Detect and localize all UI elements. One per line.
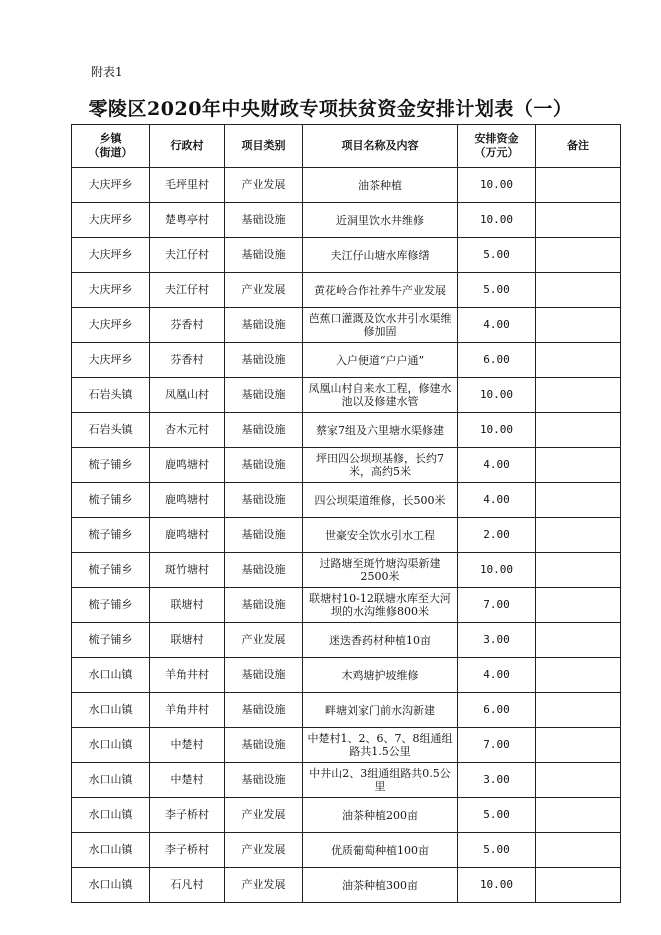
- cell-amount: 4.00: [458, 658, 536, 693]
- cell-remarks: [536, 203, 621, 238]
- cell-remarks: [536, 448, 621, 483]
- header-amount: [458, 125, 536, 168]
- cell-content: 坪田四公坝坝基修，长约7米，高约5米: [303, 448, 458, 483]
- cell-category: 产业发展: [225, 868, 303, 903]
- cell-category: 基础设施: [225, 203, 303, 238]
- cell-category: 基础设施: [225, 343, 303, 378]
- cell-content: 油茶种植200亩: [303, 798, 458, 833]
- cell-village: 鹿鸣塘村: [150, 448, 225, 483]
- cell-amount: 5.00: [458, 238, 536, 273]
- header-amount-line1: 安排资金: [474, 132, 519, 145]
- annex-label: 附表1: [91, 65, 123, 79]
- cell-category: 产业发展: [225, 273, 303, 308]
- cell-content: 油茶种植300亩: [303, 868, 458, 903]
- cell-content: 中井山2、3组通组路共0.5公里: [303, 763, 458, 798]
- cell-township: 大庆坪乡: [72, 273, 150, 308]
- cell-township: 梳子铺乡: [72, 623, 150, 658]
- cell-village: 毛坪里村: [150, 168, 225, 203]
- cell-township: 梳子铺乡: [72, 518, 150, 553]
- cell-amount: 3.00: [458, 763, 536, 798]
- cell-remarks: [536, 588, 621, 623]
- cell-village: 凤凰山村: [150, 378, 225, 413]
- cell-village: 中楚村: [150, 728, 225, 763]
- cell-content: 优质葡萄种植100亩: [303, 833, 458, 868]
- cell-amount: 4.00: [458, 483, 536, 518]
- table-row: [72, 693, 621, 728]
- cell-content: 中楚村1、2、6、7、8组通组路共1.5公里: [303, 728, 458, 763]
- table-row: [72, 448, 621, 483]
- cell-content: 四公坝渠道维修，长500米: [303, 483, 458, 518]
- cell-remarks: [536, 308, 621, 343]
- cell-village: 李子桥村: [150, 798, 225, 833]
- cell-village: 杏木元村: [150, 413, 225, 448]
- cell-content: 过路塘至斑竹塘沟渠新建2500米: [303, 553, 458, 588]
- cell-remarks: [536, 868, 621, 903]
- cell-amount: 7.00: [458, 588, 536, 623]
- cell-amount: 7.00: [458, 728, 536, 763]
- cell-village: 羊角井村: [150, 658, 225, 693]
- table-row: [72, 518, 621, 553]
- cell-village: 石凡村: [150, 868, 225, 903]
- cell-village: 鹿鸣塘村: [150, 483, 225, 518]
- cell-content: 蔡家7组及六里塘水渠修建: [303, 413, 458, 448]
- page-title: 零陵区2020年中央财政专项扶贫资金安排计划表（一）: [88, 98, 573, 120]
- cell-township: 大庆坪乡: [72, 168, 150, 203]
- cell-village: 羊角井村: [150, 693, 225, 728]
- cell-township: 水口山镇: [72, 798, 150, 833]
- cell-content: 夫江仔山塘水库修缮: [303, 238, 458, 273]
- table-row: [72, 728, 621, 763]
- cell-remarks: [536, 623, 621, 658]
- header-row: [72, 125, 621, 168]
- header-content: 项目名称及内容: [303, 125, 458, 168]
- cell-remarks: [536, 763, 621, 798]
- cell-remarks: [536, 518, 621, 553]
- cell-remarks: [536, 413, 621, 448]
- cell-remarks: [536, 238, 621, 273]
- cell-township: 大庆坪乡: [72, 308, 150, 343]
- cell-township: 大庆坪乡: [72, 238, 150, 273]
- table-row: [72, 273, 621, 308]
- table-row: [72, 868, 621, 903]
- cell-category: 产业发展: [225, 833, 303, 868]
- header-township-line1: 乡镇: [99, 132, 122, 145]
- cell-village: 夫江仔村: [150, 273, 225, 308]
- cell-village: 芬香村: [150, 343, 225, 378]
- header-amount-line2: （万元）: [474, 146, 519, 159]
- cell-remarks: [536, 343, 621, 378]
- table-row: [72, 413, 621, 448]
- table-row: [72, 378, 621, 413]
- cell-category: 基础设施: [225, 448, 303, 483]
- table-row: [72, 308, 621, 343]
- table-row: [72, 623, 621, 658]
- cell-content: 油茶种植: [303, 168, 458, 203]
- cell-category: 基础设施: [225, 238, 303, 273]
- cell-content: 畔塘刘家门前水沟新建: [303, 693, 458, 728]
- cell-content: 黄花岭合作社养牛产业发展: [303, 273, 458, 308]
- cell-township: 大庆坪乡: [72, 343, 150, 378]
- table-row: [72, 763, 621, 798]
- cell-amount: 10.00: [458, 868, 536, 903]
- cell-remarks: [536, 483, 621, 518]
- cell-township: 大庆坪乡: [72, 203, 150, 238]
- cell-village: 夫江仔村: [150, 238, 225, 273]
- header-village: 行政村: [150, 125, 225, 168]
- cell-township: 梳子铺乡: [72, 448, 150, 483]
- table-row: [72, 168, 621, 203]
- table-row: [72, 238, 621, 273]
- cell-township: 梳子铺乡: [72, 483, 150, 518]
- cell-amount: 5.00: [458, 833, 536, 868]
- table-row: [72, 798, 621, 833]
- header-remarks: 备注: [536, 125, 621, 168]
- cell-township: 水口山镇: [72, 868, 150, 903]
- cell-township: 水口山镇: [72, 693, 150, 728]
- cell-village: 鹿鸣塘村: [150, 518, 225, 553]
- cell-amount: 10.00: [458, 378, 536, 413]
- cell-amount: 2.00: [458, 518, 536, 553]
- table-row: [72, 553, 621, 588]
- cell-village: 联塘村: [150, 623, 225, 658]
- cell-content: 入户便道“户户通”: [303, 343, 458, 378]
- cell-remarks: [536, 658, 621, 693]
- cell-township: 石岩头镇: [72, 378, 150, 413]
- cell-category: 基础设施: [225, 728, 303, 763]
- cell-content: 联塘村10-12联塘水库至大河坝的水沟维修800米: [303, 588, 458, 623]
- cell-content: 木鸡塘护坡维修: [303, 658, 458, 693]
- header-category: 项目类别: [225, 125, 303, 168]
- cell-village: 李子桥村: [150, 833, 225, 868]
- cell-category: 基础设施: [225, 413, 303, 448]
- cell-content: 世豪安全饮水引水工程: [303, 518, 458, 553]
- cell-amount: 10.00: [458, 413, 536, 448]
- cell-village: 斑竹塘村: [150, 553, 225, 588]
- cell-township: 水口山镇: [72, 763, 150, 798]
- cell-category: 基础设施: [225, 483, 303, 518]
- cell-category: 产业发展: [225, 623, 303, 658]
- cell-township: 梳子铺乡: [72, 553, 150, 588]
- cell-category: 基础设施: [225, 658, 303, 693]
- cell-amount: 6.00: [458, 343, 536, 378]
- cell-township: 石岩头镇: [72, 413, 150, 448]
- cell-remarks: [536, 553, 621, 588]
- table-row: [72, 833, 621, 868]
- cell-category: 基础设施: [225, 553, 303, 588]
- cell-remarks: [536, 273, 621, 308]
- cell-amount: 3.00: [458, 623, 536, 658]
- table-row: [72, 203, 621, 238]
- cell-category: 基础设施: [225, 588, 303, 623]
- cell-category: 基础设施: [225, 308, 303, 343]
- funding-table: [71, 124, 621, 903]
- cell-remarks: [536, 693, 621, 728]
- cell-category: 基础设施: [225, 378, 303, 413]
- cell-village: 楚粤亭村: [150, 203, 225, 238]
- cell-township: 水口山镇: [72, 658, 150, 693]
- cell-amount: 10.00: [458, 553, 536, 588]
- cell-category: 基础设施: [225, 763, 303, 798]
- cell-village: 芬香村: [150, 308, 225, 343]
- table-row: [72, 588, 621, 623]
- cell-content: 芭蕉口灌溉及饮水井引水渠维修加固: [303, 308, 458, 343]
- cell-township: 梳子铺乡: [72, 588, 150, 623]
- cell-village: 联塘村: [150, 588, 225, 623]
- cell-remarks: [536, 798, 621, 833]
- cell-category: 基础设施: [225, 693, 303, 728]
- cell-remarks: [536, 728, 621, 763]
- table-row: [72, 343, 621, 378]
- cell-category: 产业发展: [225, 168, 303, 203]
- cell-township: 水口山镇: [72, 728, 150, 763]
- cell-village: 中楚村: [150, 763, 225, 798]
- cell-amount: 5.00: [458, 273, 536, 308]
- cell-category: 基础设施: [225, 518, 303, 553]
- cell-category: 产业发展: [225, 798, 303, 833]
- cell-amount: 4.00: [458, 308, 536, 343]
- cell-amount: 6.00: [458, 693, 536, 728]
- cell-content: 凤凰山村自来水工程，修建水池以及修建水管: [303, 378, 458, 413]
- cell-content: 近洞里饮水井维修: [303, 203, 458, 238]
- header-township: [72, 125, 150, 168]
- cell-remarks: [536, 833, 621, 868]
- cell-amount: 10.00: [458, 203, 536, 238]
- cell-content: 迷迭香药材种植10亩: [303, 623, 458, 658]
- cell-amount: 10.00: [458, 168, 536, 203]
- cell-remarks: [536, 168, 621, 203]
- cell-remarks: [536, 378, 621, 413]
- cell-amount: 5.00: [458, 798, 536, 833]
- cell-township: 水口山镇: [72, 833, 150, 868]
- table-body: [72, 168, 621, 903]
- cell-amount: 4.00: [458, 448, 536, 483]
- header-township-line2: （街道）: [88, 146, 133, 159]
- table-row: [72, 483, 621, 518]
- table-row: [72, 658, 621, 693]
